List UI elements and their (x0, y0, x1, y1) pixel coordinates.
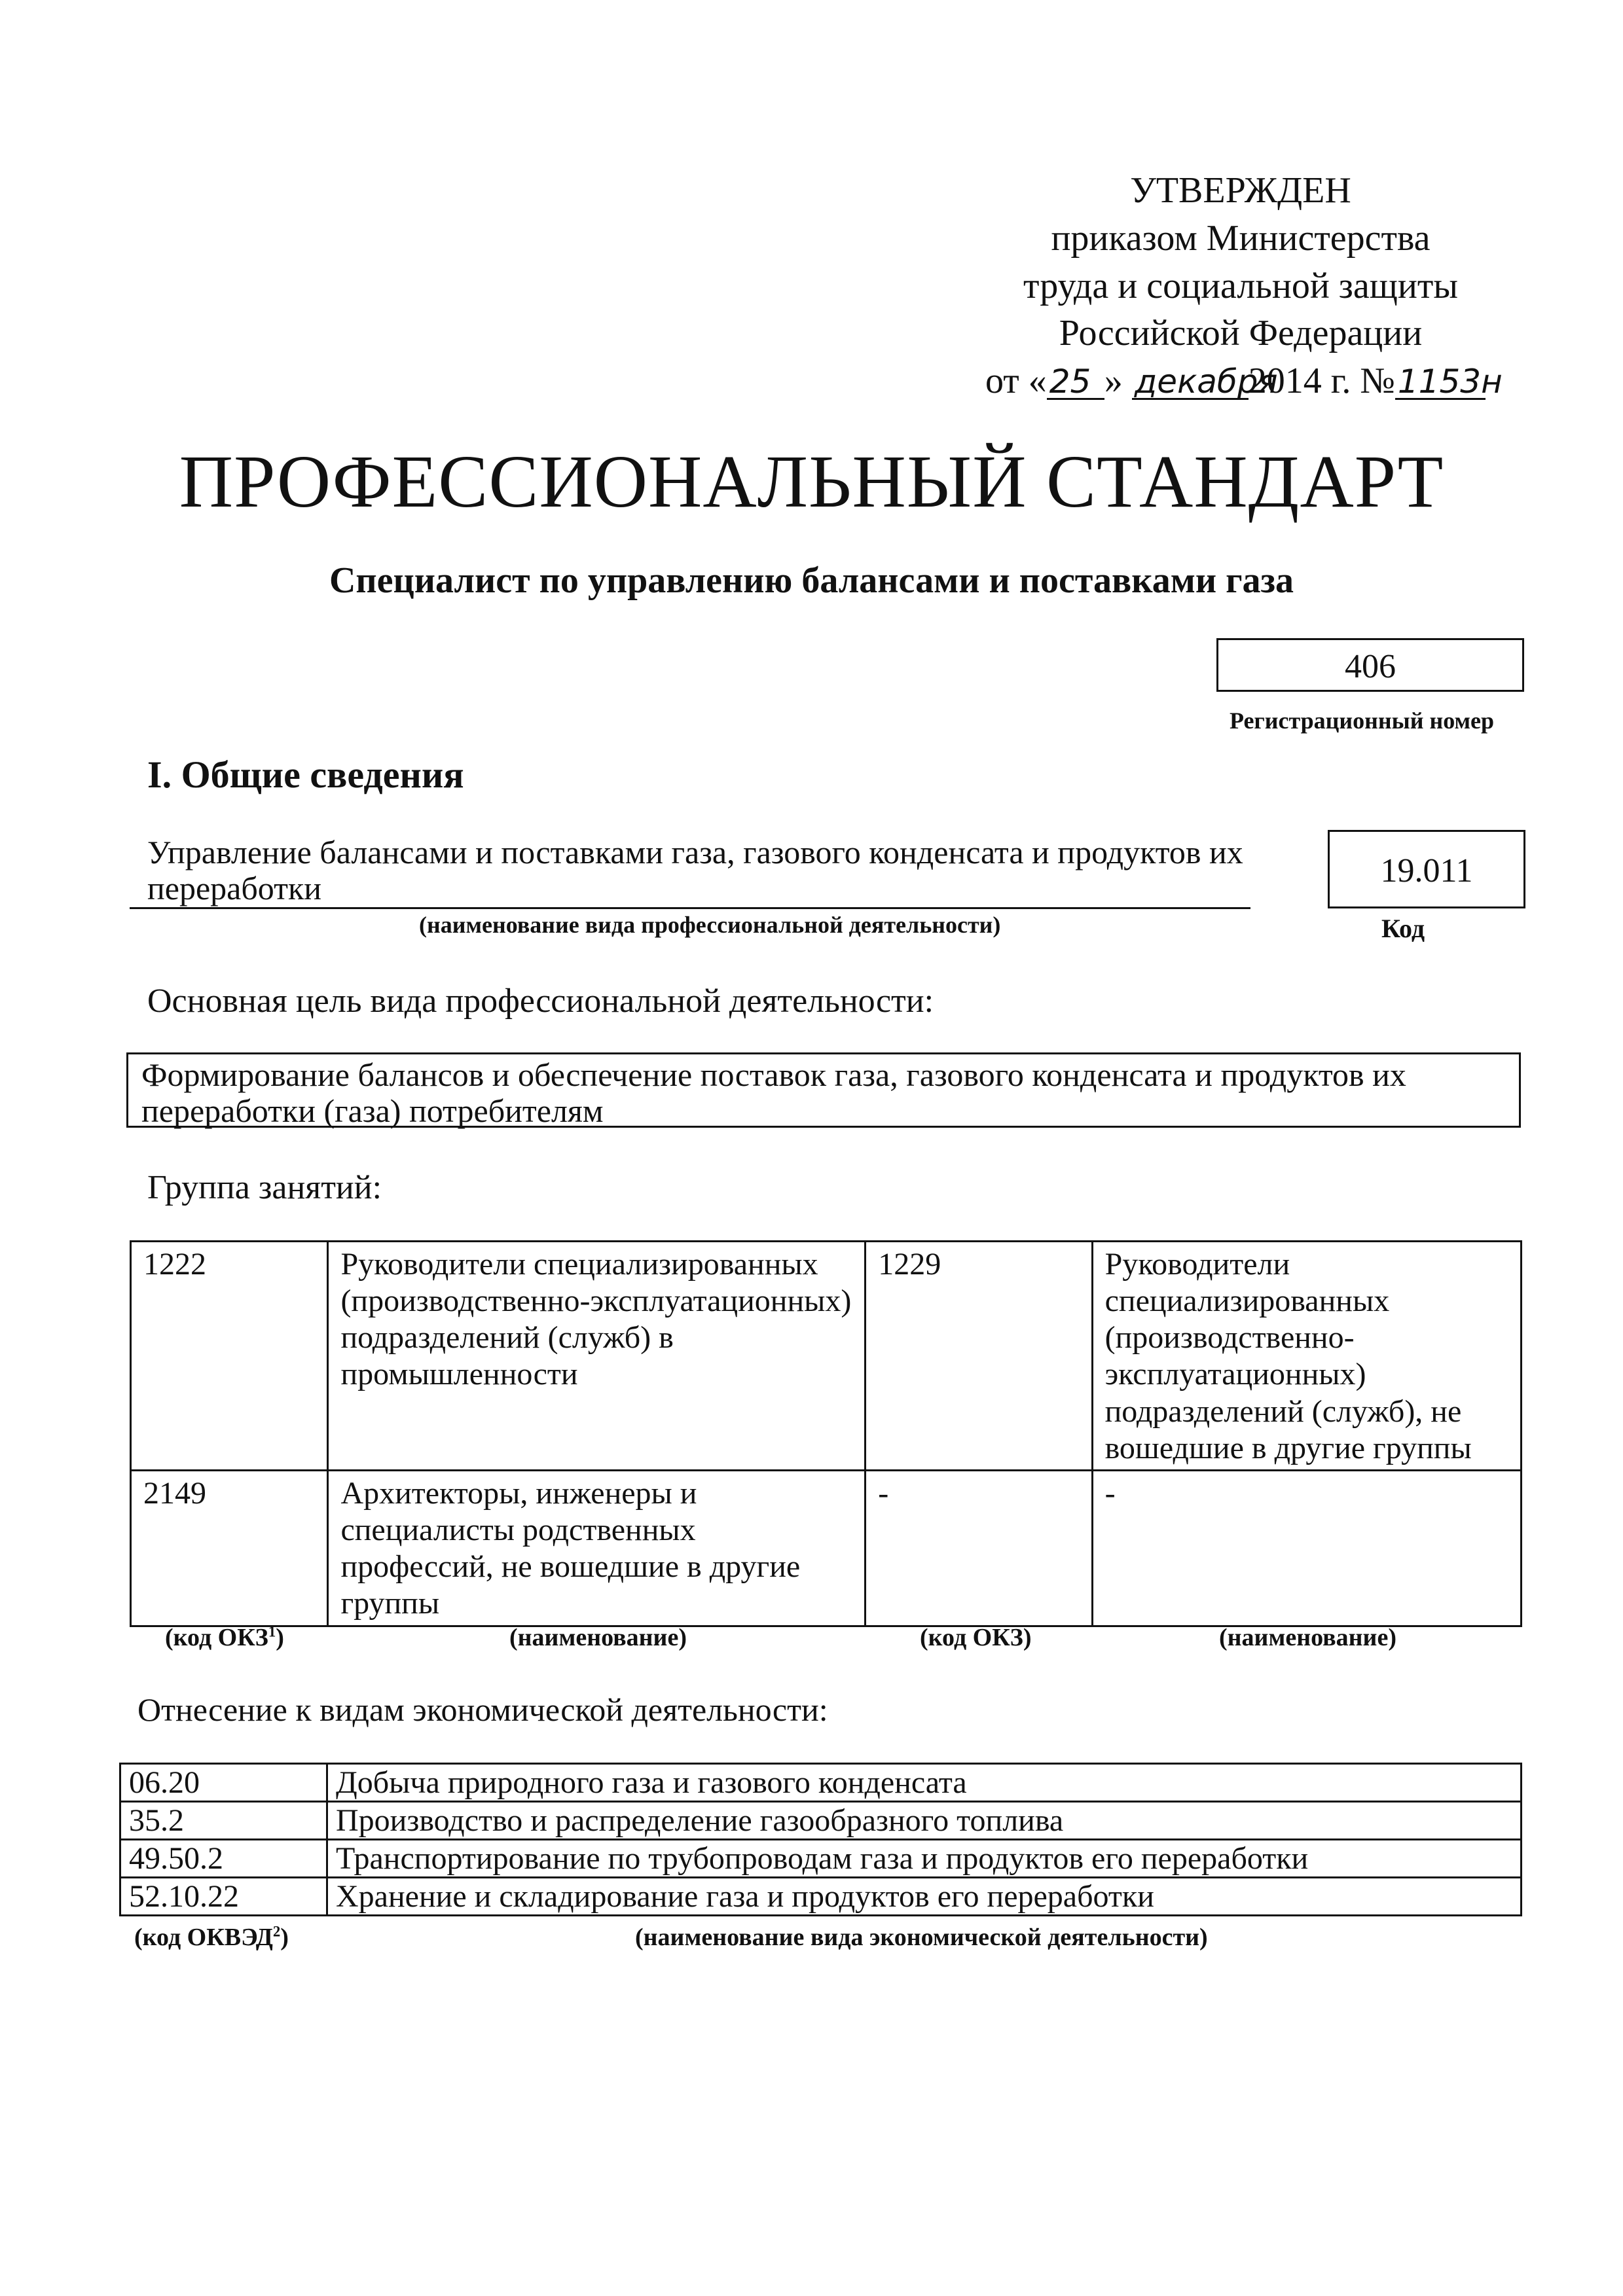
okz-code-cell: - (866, 1470, 1092, 1626)
okved-code-cell: 35.2 (120, 1802, 327, 1840)
approval-date-line (969, 357, 1512, 405)
activity-code-box: 19.011 (1328, 830, 1525, 908)
document-subtitle: Специалист по управлению балансами и поставками газа (329, 560, 1294, 601)
date-month-handwritten: декабря (1132, 365, 1249, 400)
date-close: » (1104, 361, 1123, 402)
footnote-ref: 1 (268, 1623, 276, 1640)
date-prefix: от « (985, 361, 1047, 402)
okz-name-caption-2: (наименование) (1219, 1624, 1396, 1651)
okved-code-cell: 06.20 (120, 1764, 327, 1802)
approval-line-ministry: труда и социальной защиты (1023, 265, 1458, 306)
activity-underline (130, 907, 1250, 909)
table-row (131, 1242, 1522, 1471)
okved-table (119, 1763, 1522, 1916)
okz-code-caption-2: (код ОКЗ) (920, 1624, 1032, 1651)
okz-name-cell: - (1092, 1470, 1521, 1626)
approval-line-federation: Российской Федерации (1059, 313, 1423, 354)
okz-name-cell: Руководители специализированных (производственно-эксплуатационных) подразделений (служб), не вошедшие в другие группы (1092, 1242, 1521, 1471)
table-row (120, 1878, 1522, 1916)
approval-heading: УТВЕРЖДЕН (1130, 170, 1351, 211)
activity-name: Управление балансами и поставками газа, газового конденсата и продуктов их переработки (147, 834, 1243, 906)
registration-number-box: 406 (1216, 638, 1524, 692)
date-day-handwritten: 25 (1047, 365, 1104, 400)
date-year: 2014 г. № (1248, 361, 1395, 402)
occupation-group-table (130, 1240, 1522, 1627)
order-number-handwritten: 1153н (1395, 365, 1486, 400)
okved-code-cell: 49.50.2 (120, 1840, 327, 1878)
okved-code-caption: (код ОКВЭД$^2$) (134, 1923, 289, 1951)
okved-name-cell: Хранение и складирование газа и продуктов его переработки (327, 1878, 1522, 1916)
footnote-ref: 2 (272, 1923, 281, 1940)
goal-label: Основная цель вида профессиональной деятельности: (147, 982, 934, 1020)
okz-code-cell: 1222 (131, 1242, 328, 1471)
okz-name-caption: (наименование) (509, 1624, 687, 1651)
section-heading: I. Общие сведения (147, 753, 464, 796)
okved-name-cell: Производство и распределение газообразного топлива (327, 1802, 1522, 1840)
okved-name-cell: Добыча природного газа и газового конденсата (327, 1764, 1522, 1802)
okz-code-cell: 1229 (866, 1242, 1092, 1471)
activity-code-label: Код (1381, 914, 1425, 943)
table-row (120, 1764, 1522, 1802)
table-row (120, 1840, 1522, 1878)
registration-number-label: Регистрационный номер (1229, 708, 1495, 734)
okved-label: Отнесение к видам экономической деятельности: (137, 1691, 828, 1728)
table-row (131, 1470, 1522, 1626)
okved-name-caption: (наименование вида экономической деятельности) (635, 1924, 1208, 1951)
goal-text-box: Формирование балансов и обеспечение поставок газа, газового конденсата и продуктов их переработки (газа) потребителям (126, 1052, 1521, 1128)
approval-line-order: приказом Министерства (1051, 217, 1431, 259)
activity-caption: (наименование вида профессиональной деятельности) (419, 912, 1001, 938)
occupation-group-label: Группа занятий: (147, 1169, 382, 1206)
okz-code-cell: 2149 (131, 1470, 328, 1626)
document-title: ПРОФЕССИОНАЛЬНЫЙ СТАНДАРТ (179, 440, 1444, 523)
table-row (120, 1802, 1522, 1840)
okz-code-caption: (код ОКЗ$^1$) (165, 1623, 284, 1651)
approval-block (969, 167, 1512, 405)
okved-name-cell: Транспортирование по трубопроводам газа и продуктов его переработки (327, 1840, 1522, 1878)
okved-code-cell: 52.10.22 (120, 1878, 327, 1916)
okz-name-cell: Руководители специализированных (производственно-эксплуатационных) подразделений (служб) в промышленности (328, 1242, 866, 1471)
okz-name-cell: Архитекторы, инженеры и специалисты родственных профессий, не вошедшие в другие группы (328, 1470, 866, 1626)
